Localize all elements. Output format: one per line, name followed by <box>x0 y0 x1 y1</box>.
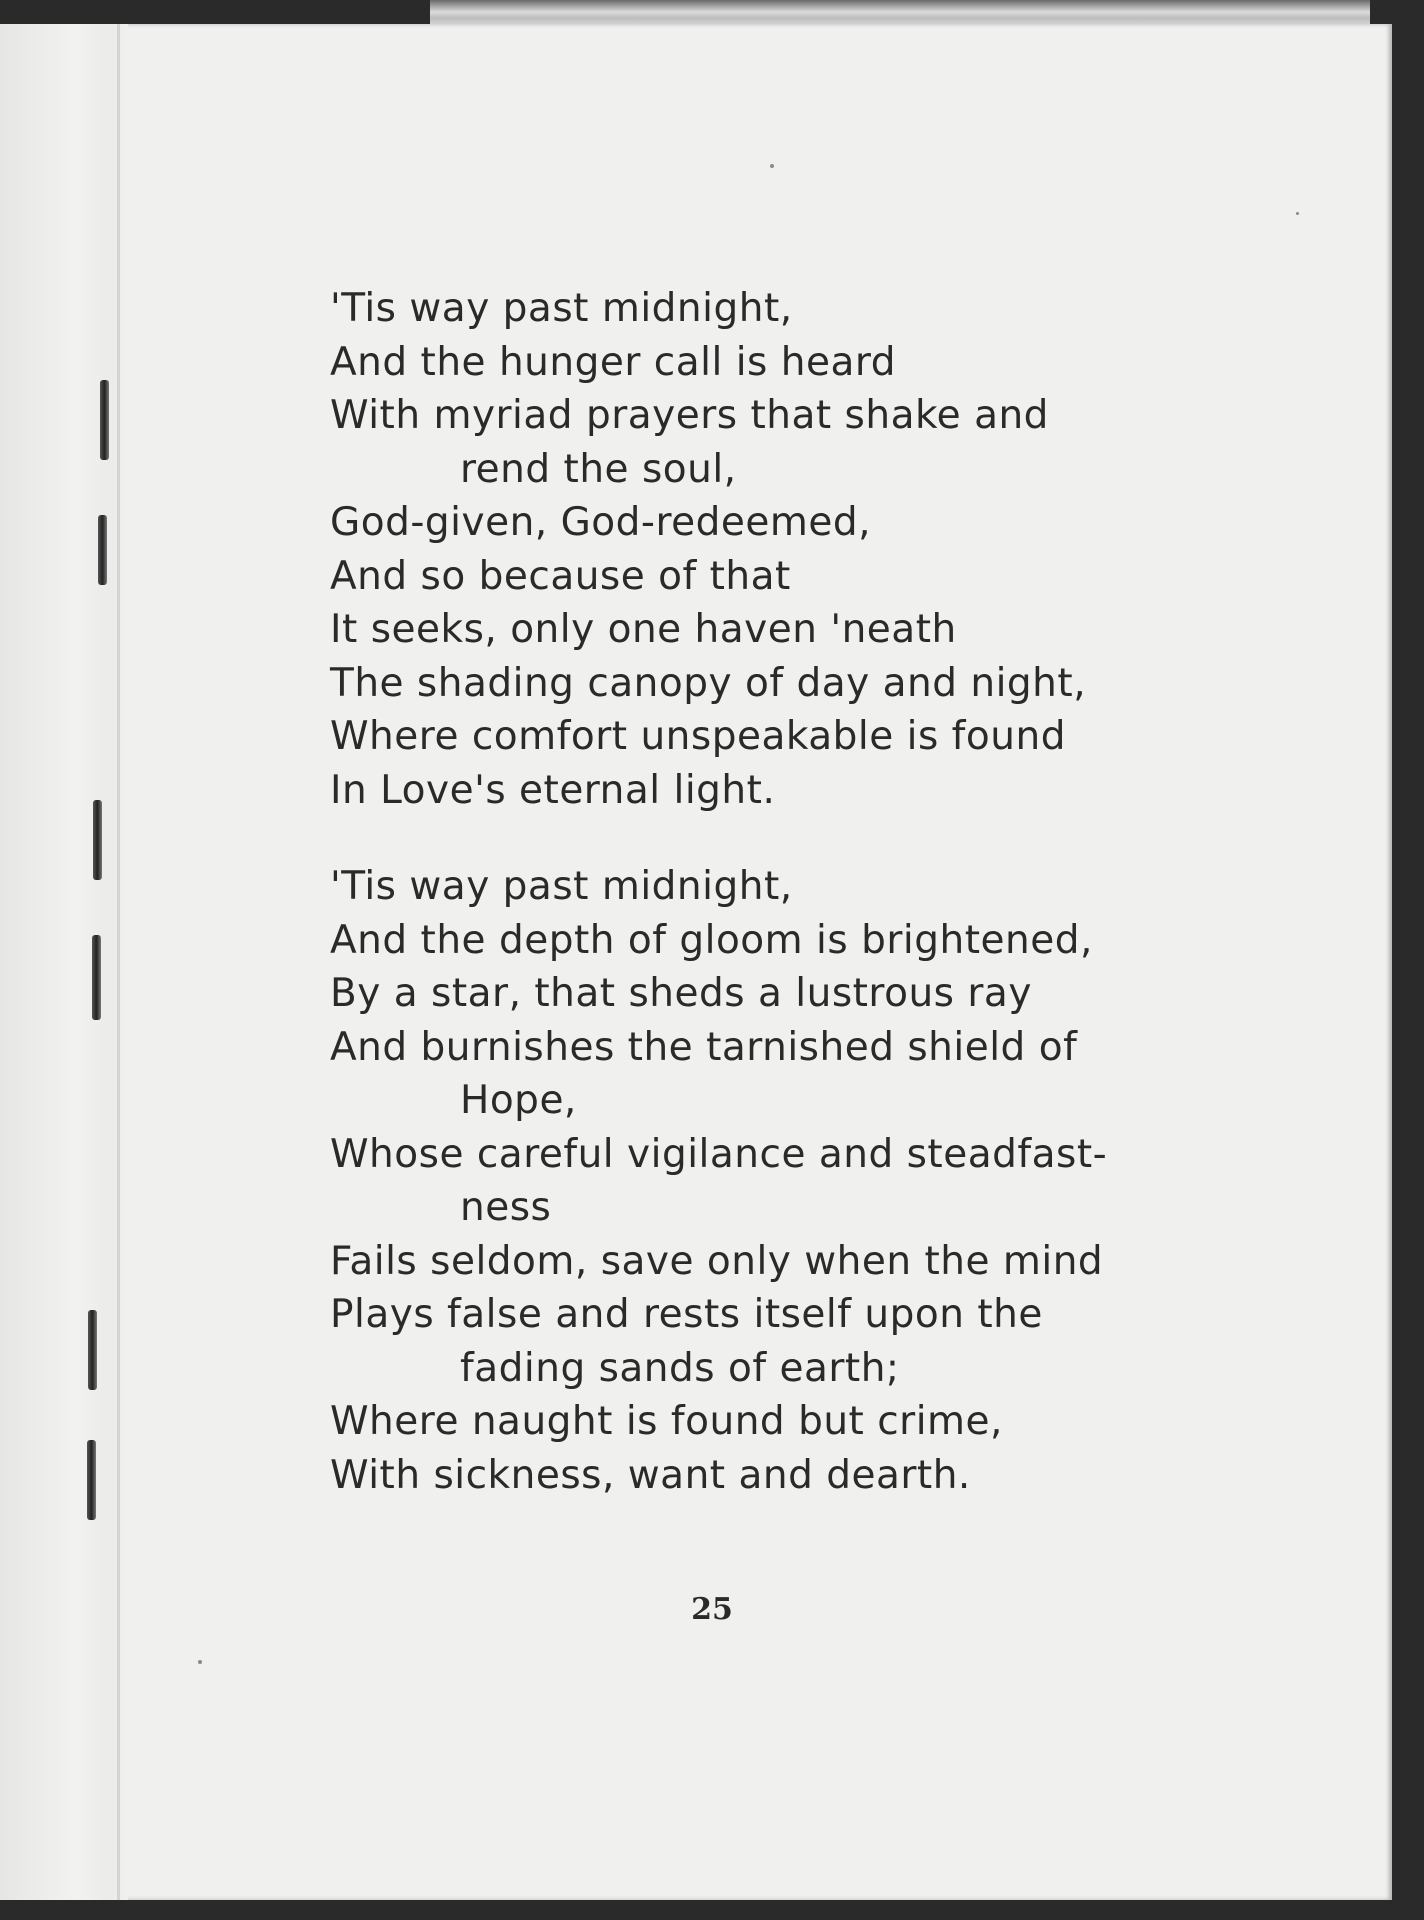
poem-line: God-given, God-redeemed, <box>330 500 872 545</box>
poem-line: 'Tis way past midnight, <box>330 286 793 331</box>
poem-line: Whose careful vigilance and steadfast- <box>330 1131 1108 1177</box>
binding-stitch <box>93 800 102 880</box>
poem-line: Where comfort unspeakable is found <box>330 714 1066 759</box>
poem-line: Where naught is found but crime, <box>330 1399 1003 1444</box>
poem-line: In Love's eternal light. <box>330 767 776 813</box>
poem-line: And the depth of gloom is brightened, <box>330 917 1093 963</box>
binding-stitch <box>98 515 107 585</box>
stanza <box>330 282 1150 817</box>
poem-line: With sickness, want and dearth. <box>330 1452 971 1498</box>
binding-stitch <box>100 380 109 460</box>
binding-stitch <box>92 935 101 1020</box>
binding-stitch <box>88 1310 97 1390</box>
poem-text <box>330 282 1150 1545</box>
poem-line: With myriad prayers that shake and <box>330 393 1049 438</box>
binding-stitch <box>87 1440 96 1520</box>
paper-speck <box>198 1660 202 1664</box>
poem-line: It seeks, only one haven 'neath <box>330 607 957 652</box>
poem-line: rend the soul, <box>460 446 737 492</box>
poem-line: The shading canopy of day and night, <box>330 660 1087 706</box>
poem-line: And the hunger call is heard <box>330 339 896 385</box>
poem-line: By a star, that sheds a lustrous ray <box>330 971 1032 1016</box>
poem-line: Hope, <box>460 1078 577 1123</box>
paper-speck <box>770 164 774 168</box>
poem-line: ness <box>460 1185 552 1230</box>
poem-line: Plays false and rests itself upon the <box>330 1292 1043 1337</box>
poem-line: And so because of that <box>330 553 791 599</box>
stanza <box>330 860 1150 1502</box>
paper-speck <box>1296 212 1299 215</box>
poem-line: Fails seldom, save only when the mind <box>330 1238 1104 1284</box>
poem-line: And burnishes the tarnished shield of <box>330 1024 1078 1070</box>
page-number: 25 <box>691 1592 733 1627</box>
poem-line: 'Tis way past midnight, <box>330 864 793 909</box>
poem-line: fading sands of earth; <box>460 1345 900 1391</box>
